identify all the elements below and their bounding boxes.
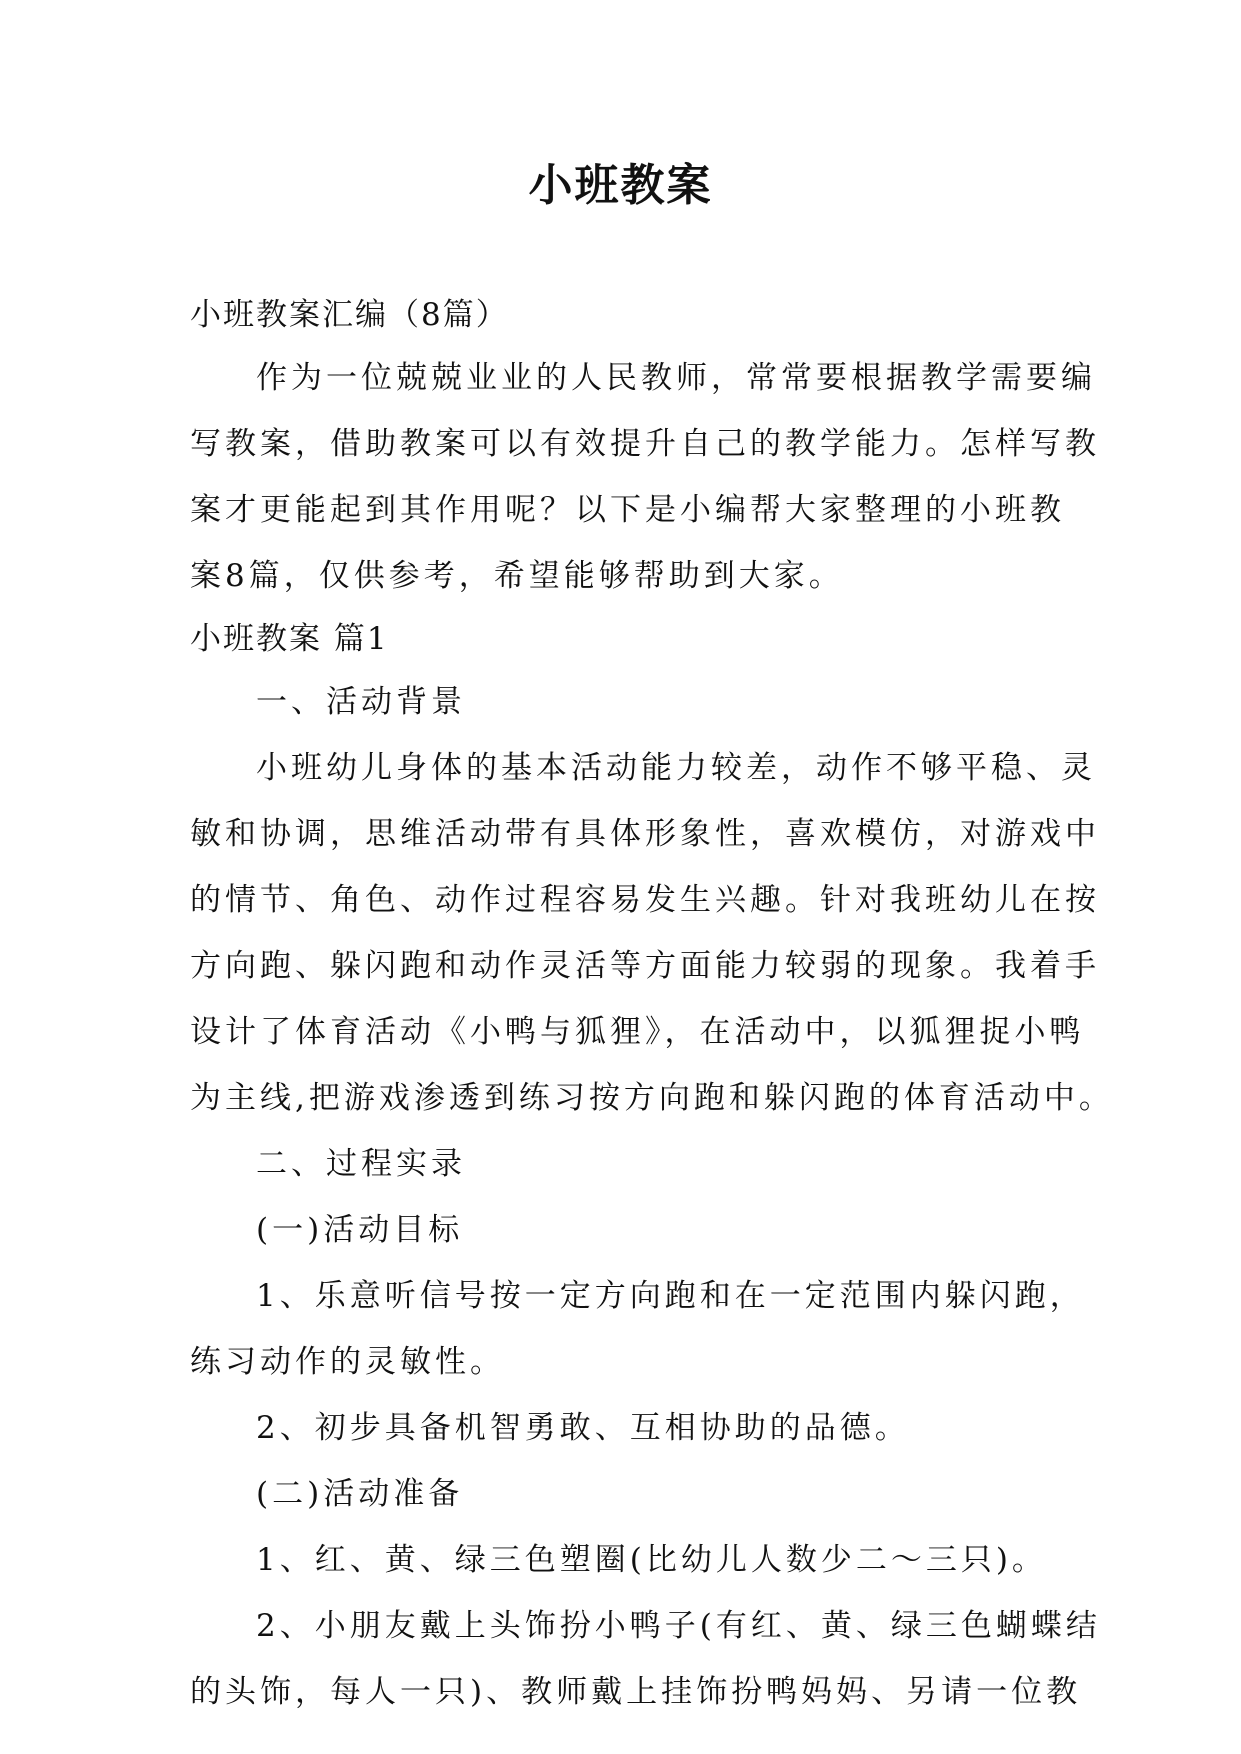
document-title: 小班教案 <box>528 160 713 211</box>
paragraph-line: 敏和协调，思维活动带有具体形象性，喜欢模仿，对游戏中 <box>190 816 1100 852</box>
paragraph-line: 小班幼儿身体的基本活动能力较差，动作不够平稳、灵 <box>256 750 1096 786</box>
paragraph-line: 方向跑、躲闪跑和动作灵活等方面能力较弱的现象。我着手 <box>190 948 1100 984</box>
subsection-heading: (一)活动目标 <box>256 1212 464 1248</box>
paragraph-line: 为主线,把游戏渗透到练习按方向跑和躲闪跑的体育活动中。 <box>190 1080 1114 1116</box>
intro-line: 案才更能起到其作用呢？以下是小编帮大家整理的小班教 <box>190 492 1065 528</box>
section-heading: 小班教案 篇1 <box>190 621 389 657</box>
paragraph-line: 的情节、角色、动作过程容易发生兴趣。针对我班幼儿在按 <box>190 882 1100 918</box>
paragraph-line: 1、乐意听信号按一定方向跑和在一定范围内躲闪跑， <box>256 1278 1085 1314</box>
paragraph-line: 的头饰，每人一只)、教师戴上挂饰扮鸭妈妈、另请一位教 <box>190 1674 1082 1710</box>
paragraph-line: 练习动作的灵敏性。 <box>190 1344 505 1380</box>
document-body <box>190 285 1114 1725</box>
intro-line: 作为一位兢兢业业的人民教师，常常要根据教学需要编 <box>256 360 1096 396</box>
subsection-heading: 一、活动背景 <box>256 684 466 720</box>
paragraph-line: 2、小朋友戴上头饰扮小鸭子(有红、黄、绿三色蝴蝶结 <box>256 1608 1101 1644</box>
intro-line: 写教案，借助教案可以有效提升自己的教学能力。怎样写教 <box>190 426 1100 462</box>
paragraph-line: 2、初步具备机智勇敢、互相协助的品德。 <box>256 1410 910 1446</box>
subsection-heading: 二、过程实录 <box>256 1146 466 1182</box>
subsection-heading: (二)活动准备 <box>256 1476 464 1512</box>
paragraph-line: 1、红、黄、绿三色塑圈(比幼儿人数少二～三只)。 <box>256 1542 1047 1578</box>
collection-heading: 小班教案汇编（8篇） <box>190 297 509 333</box>
intro-line: 案8篇，仅供参考，希望能够帮助到大家。 <box>190 558 844 594</box>
paragraph-line: 设计了体育活动《小鸭与狐狸》，在活动中，以狐狸捉小鸭 <box>190 1014 1085 1050</box>
